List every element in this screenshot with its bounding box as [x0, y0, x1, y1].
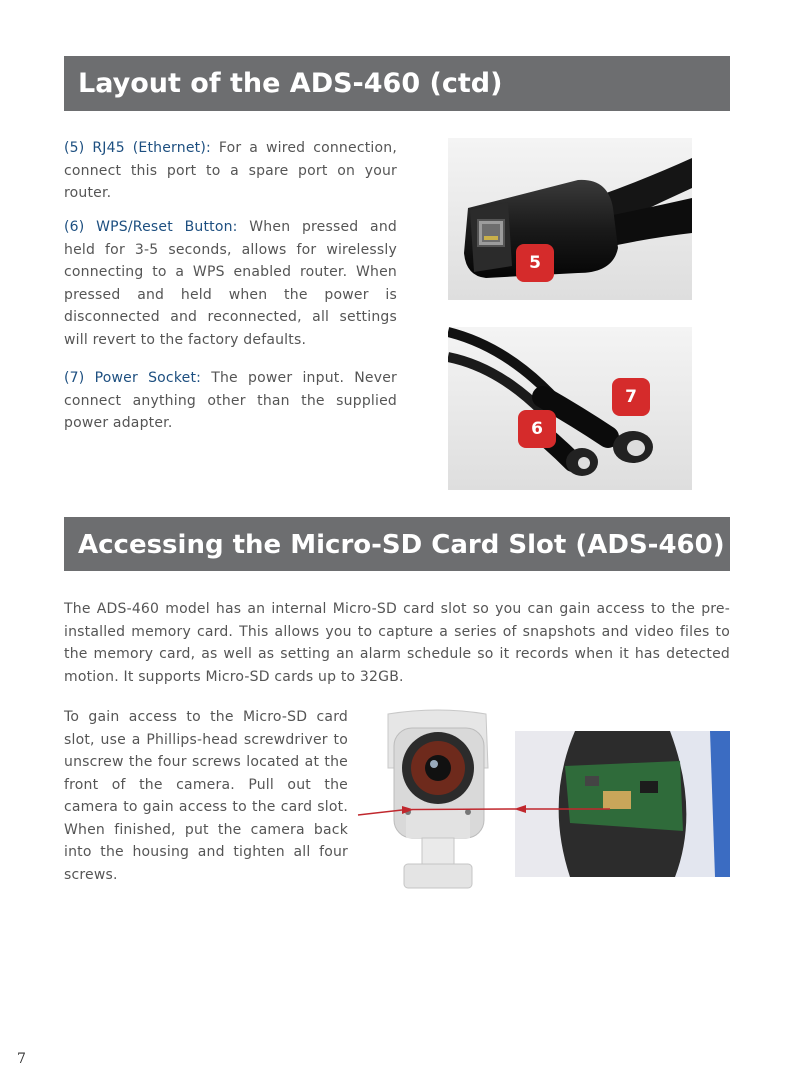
pointer-arrow [340, 795, 620, 825]
photo-power-wps [448, 327, 692, 490]
micro-sd-instructions: To gain access to the Micro-SD card slot, use a Phillips-head screwdriver to unscrew the four screws located at the front of the camera. Pull out the camera to gain access to the card slot. When finished, put the camera back into the housing and tighten all four screws. [64, 709, 348, 883]
page-number: 7 [17, 1051, 26, 1067]
photo-rj45-connector [448, 138, 692, 300]
item-power-label: (7) Power Socket: [64, 370, 202, 386]
item-rj45 [64, 137, 397, 205]
badge-7: 7 [612, 378, 650, 416]
item-rj45-label: (5) RJ45 (Ethernet): [64, 140, 211, 156]
item-power-text: The power input. Never connect anything other than the supplied power adapter. [64, 370, 397, 431]
item-wps [64, 216, 397, 351]
item-rj45-text: For a wired connection, connect this port to a spare port on your router. [64, 140, 397, 201]
section-title-micro-sd: Accessing the Micro-SD Card Slot (ADS-460) [64, 517, 730, 571]
item-power [64, 367, 397, 435]
item-wps-text: When pressed and held for 3-5 seconds, allows for wirelessly connecting to a WPS enabled router. When pressed and held when the power is disconnected and reconnected, all settings will revert to the factory defaults. [64, 219, 397, 348]
micro-sd-intro: The ADS-460 model has an internal Micro-SD card slot so you can gain access to the pre-installed memory card. This allows you to capture a series of snapshots and video files to the memory card, as well as setting an alarm schedule so it records when it has detected motion. It supports Micro-SD cards up to 32GB. [64, 601, 730, 685]
power-wps-cables-illustration [448, 327, 692, 490]
badge-5: 5 [516, 244, 554, 282]
rj45-connector-illustration [448, 138, 692, 300]
item-wps-label: (6) WPS/Reset Button: [64, 219, 238, 235]
section-title-layout: Layout of the ADS-460 (ctd) [64, 56, 730, 111]
badge-6: 6 [518, 410, 556, 448]
